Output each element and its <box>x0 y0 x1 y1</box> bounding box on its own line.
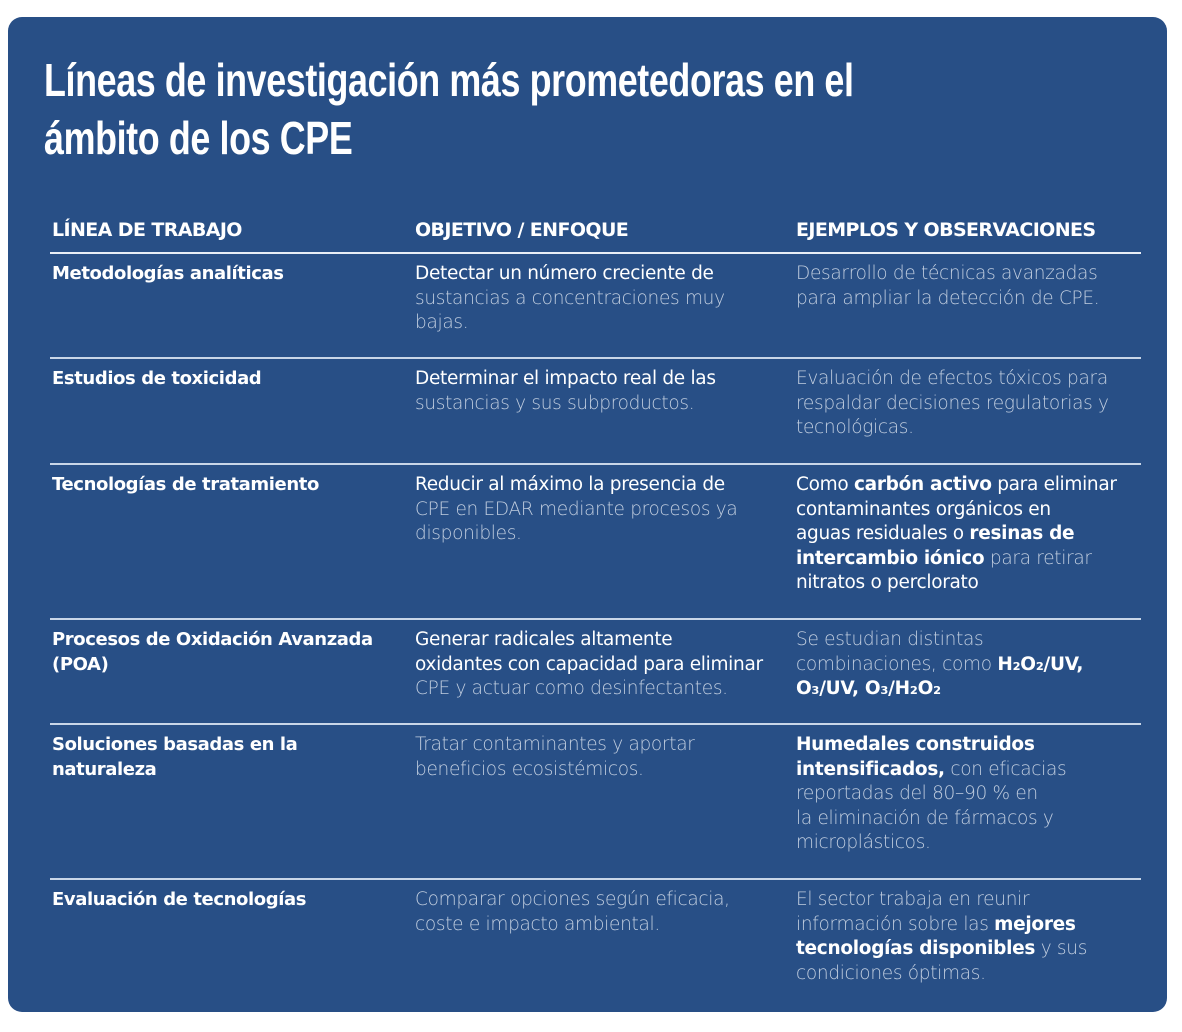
cell-line <box>796 628 1083 653</box>
cell-line <box>796 677 1083 702</box>
cell-line <box>796 262 1099 287</box>
cell-text: para retirar <box>984 547 1092 569</box>
cell-text: beneficios ecosistémicos. <box>415 758 644 780</box>
cell-line <box>796 653 1083 678</box>
cell-text: bajas. <box>415 312 469 333</box>
cell-line <box>796 547 1117 572</box>
cell-linea <box>52 888 306 913</box>
cell-line <box>796 473 1117 498</box>
cell-text: para eliminar <box>991 474 1117 495</box>
cell-line <box>415 262 725 287</box>
cell-linea <box>52 628 373 677</box>
emphasis-text: intensificados, <box>796 758 945 780</box>
row-separator <box>50 357 1141 359</box>
cell-linea <box>52 473 319 498</box>
cell-text: naturaleza <box>52 758 157 780</box>
cell-line <box>796 831 1066 856</box>
cell-linea <box>52 733 297 782</box>
cell-line <box>796 498 1117 523</box>
cell-ejemplos <box>796 628 1083 702</box>
emphasis-text: H₂O₂/UV, <box>997 653 1084 675</box>
cell-text: Tecnologías de tratamiento <box>52 474 319 495</box>
table-header <box>51 219 1141 253</box>
cell-text: Soluciones basadas en la <box>52 734 298 755</box>
cell-line <box>415 311 725 336</box>
cell-ejemplos <box>796 888 1087 986</box>
card-title <box>44 51 902 167</box>
cell-text: (POA) <box>52 653 109 675</box>
emphasis-text: mejores <box>994 913 1076 935</box>
cell-line <box>796 522 1117 547</box>
cell-ejemplos <box>796 262 1099 311</box>
cell-line <box>796 807 1066 832</box>
cell-linea <box>52 367 261 392</box>
cell-line <box>796 758 1066 783</box>
cell-line <box>415 758 695 783</box>
cell-text: CPE y actuar como desinfectantes. <box>415 678 728 699</box>
cell-line <box>796 962 1087 987</box>
cell-text: y sus <box>1035 938 1088 959</box>
cell-text: Evaluación de tecnologías <box>52 889 307 910</box>
cell-text: aguas residuales o <box>796 523 970 544</box>
cell-text: sustancias a concentraciones muy <box>415 287 725 309</box>
cell-text: respaldar decisiones regulatorias y <box>796 392 1109 414</box>
emphasis-text: Humedales construidos <box>796 734 1035 755</box>
cell-objetivo <box>415 367 716 416</box>
cell-line <box>415 733 695 758</box>
row-separator <box>50 723 1141 725</box>
emphasis-text: intercambio iónico <box>796 547 985 569</box>
cell-text: combinaciones, como <box>796 653 998 675</box>
cell-text: sustancias y sus subproductos. <box>415 392 695 414</box>
header-ejemplos: EJEMPLOS Y OBSERVACIONES <box>796 219 1096 241</box>
cell-line <box>415 522 737 547</box>
cell-text: nitratos o perclorato <box>796 572 979 593</box>
emphasis-text: tecnologías disponibles <box>796 938 1036 959</box>
cell-line <box>415 653 763 678</box>
cell-line <box>796 733 1066 758</box>
cell-objetivo <box>415 262 725 336</box>
cell-line <box>796 571 1117 596</box>
cell-text: Tratar contaminantes y aportar <box>415 734 695 755</box>
row-separator <box>50 252 1141 254</box>
cell-text: tecnológicas. <box>796 417 914 438</box>
cell-line <box>796 937 1087 962</box>
cell-text: CPE en EDAR mediante procesos ya <box>415 498 738 520</box>
row-separator <box>50 463 1141 465</box>
cell-text: coste e impacto ambiental. <box>415 913 660 935</box>
title-line-2: ámbito de los CPE <box>44 112 353 164</box>
header-linea: LÍNEA DE TRABAJO <box>52 219 242 241</box>
cell-text: Generar radicales altamente <box>415 629 673 650</box>
cell-text: Determinar el impacto real de las <box>415 368 716 389</box>
cell-text: con eficacias <box>944 758 1067 780</box>
cell-objetivo <box>415 888 730 937</box>
cell-text: contaminantes orgánicos en <box>796 498 1051 520</box>
cell-text: Se estudian distintas <box>796 629 984 650</box>
cell-line <box>415 888 730 913</box>
cell-line <box>796 367 1109 392</box>
cell-line <box>415 392 716 417</box>
cell-line <box>796 782 1066 807</box>
cell-line <box>415 367 716 392</box>
cell-objetivo <box>415 733 695 782</box>
cell-text: Metodologías analíticas <box>52 263 284 284</box>
emphasis-text: carbón activo <box>853 474 992 495</box>
cell-line <box>415 628 763 653</box>
cell-linea <box>52 262 284 287</box>
cell-text: El sector trabaja en reunir <box>796 889 1030 910</box>
cell-text: microplásticos. <box>796 832 931 853</box>
info-card <box>8 17 1167 1012</box>
cell-line <box>415 913 730 938</box>
cell-line <box>796 416 1109 441</box>
cell-ejemplos <box>796 367 1109 441</box>
emphasis-text: resinas de <box>969 523 1075 544</box>
title-line-1: Líneas de investigación más prometedoras en el <box>44 54 854 106</box>
cell-text: para ampliar la detección de CPE. <box>796 287 1100 309</box>
cell-text: Desarrollo de técnicas avanzadas <box>796 263 1098 284</box>
cell-text: Evaluación de efectos tóxicos para <box>796 368 1108 389</box>
header-objetivo: OBJETIVO / ENFOQUE <box>415 219 629 241</box>
emphasis-text: O₃/UV, O₃/H₂O₂ <box>796 678 941 699</box>
row-separator <box>50 618 1141 620</box>
cell-text: Comparar opciones según eficacia, <box>415 889 730 910</box>
cell-objetivo <box>415 628 763 702</box>
cell-line <box>415 473 737 498</box>
cell-line <box>415 677 763 702</box>
cell-line <box>796 888 1087 913</box>
cell-text: Reducir al máximo la presencia de <box>415 474 725 495</box>
cell-line <box>796 913 1087 938</box>
cell-line <box>796 287 1099 312</box>
cell-text: Como <box>796 474 854 495</box>
cell-text: reportadas del 80–90 % en <box>796 783 1038 804</box>
cell-text: información sobre las <box>796 913 995 935</box>
cell-objetivo <box>415 473 737 547</box>
cell-text: disponibles. <box>415 523 522 544</box>
cell-text: la eliminación de fármacos y <box>796 807 1054 829</box>
cell-text: condiciones óptimas. <box>796 962 986 984</box>
cell-ejemplos <box>796 733 1066 856</box>
cell-text: Procesos de Oxidación Avanzada <box>52 629 373 650</box>
cell-line <box>415 287 725 312</box>
cell-text: oxidantes con capacidad para eliminar <box>415 653 763 675</box>
cell-text: Detectar un número creciente de <box>415 263 714 284</box>
cell-line <box>415 498 737 523</box>
cell-ejemplos <box>796 473 1117 596</box>
row-separator <box>50 878 1141 880</box>
cell-text: Estudios de toxicidad <box>52 368 262 389</box>
cell-line <box>796 392 1109 417</box>
